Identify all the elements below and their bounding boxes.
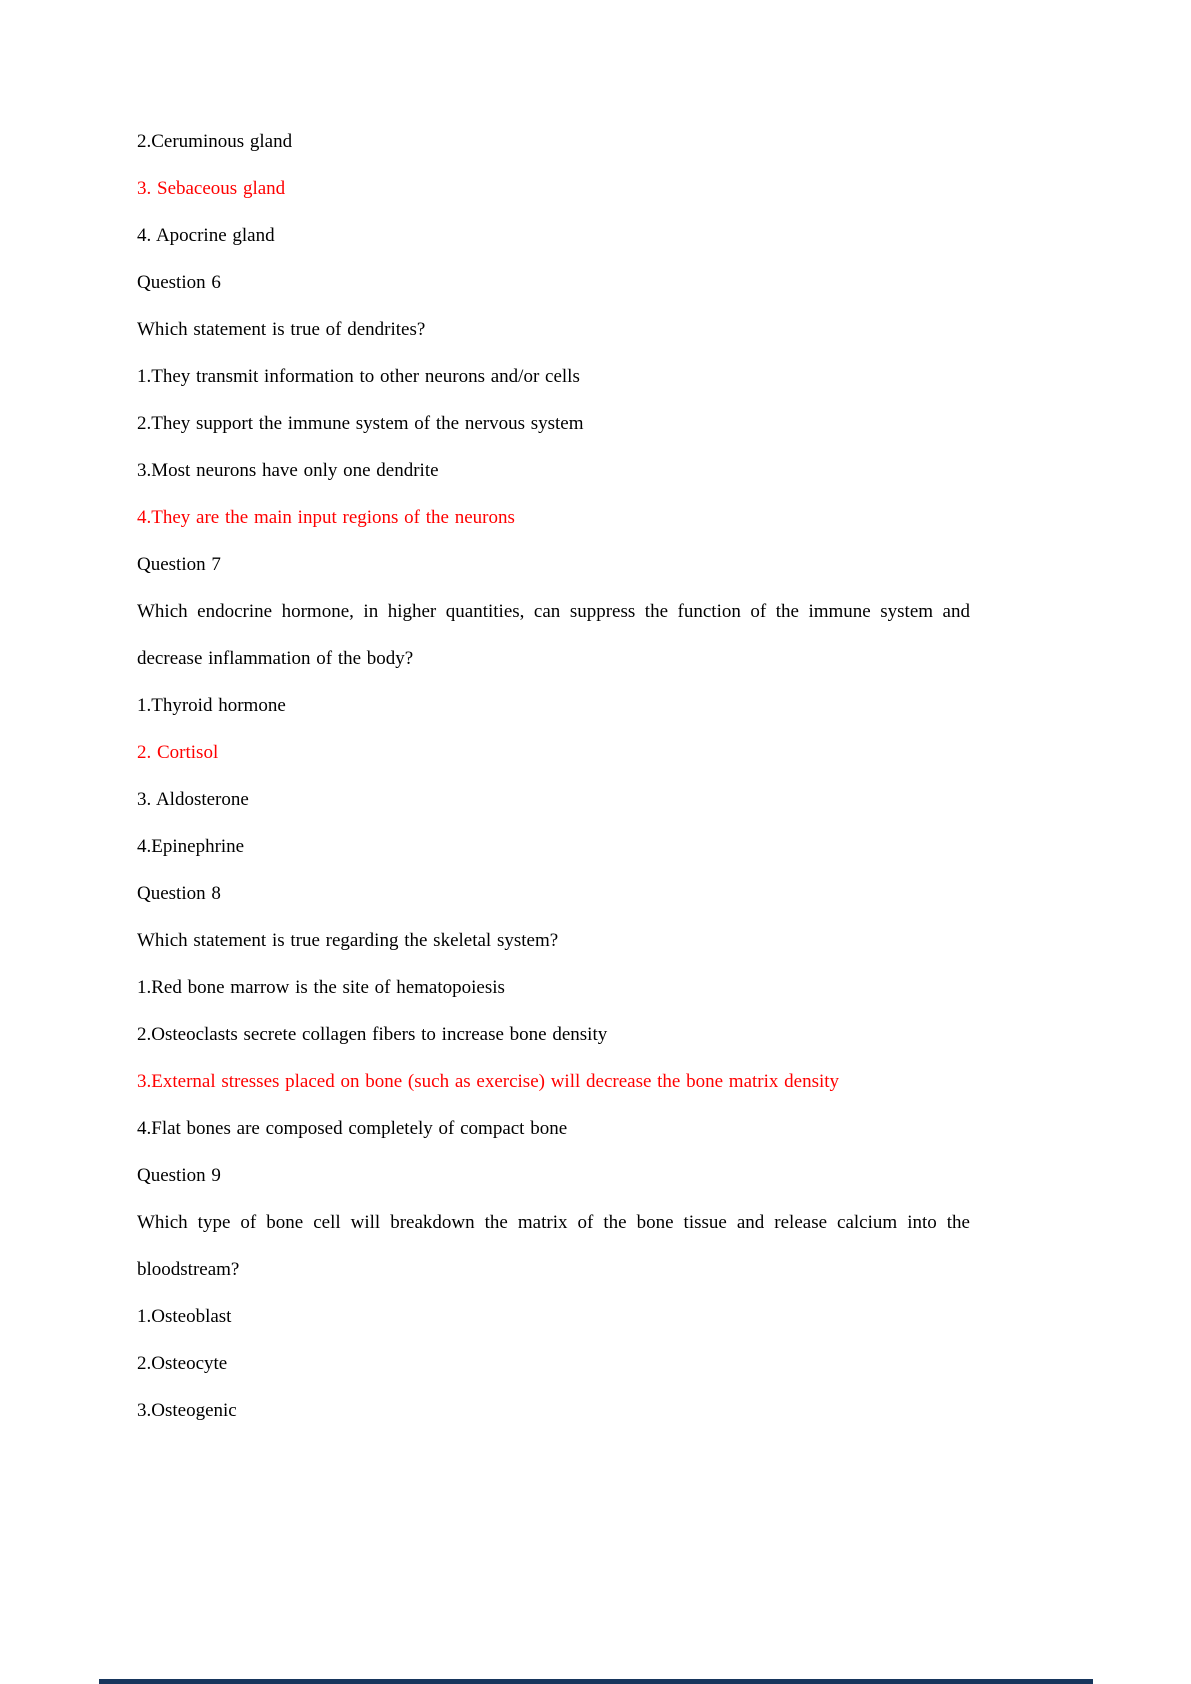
document-line: Question 8 <box>137 883 221 904</box>
document-line: 1.Osteoblast <box>137 1306 232 1327</box>
document-line: 3.Most neurons have only one dendrite <box>137 460 439 481</box>
document-line: Question 7 <box>137 554 221 575</box>
footer-rule <box>99 1679 1093 1684</box>
document-line: 3. Sebaceous gland <box>137 178 286 199</box>
document-line: Question 9 <box>137 1165 221 1186</box>
document-line: 3.External stresses placed on bone (such as exercise) will decrease the bone matrix density <box>137 1071 840 1092</box>
document-line: 2.They support the immune system of the nervous system <box>137 413 584 434</box>
document-line: 4.Flat bones are composed completely of compact bone <box>137 1118 568 1139</box>
document-line: 1.Red bone marrow is the site of hematopoiesis <box>137 977 505 998</box>
document-line: 4.They are the main input regions of the neurons <box>137 507 515 528</box>
document-line: Which statement is true regarding the skeletal system? <box>137 930 559 951</box>
document-line: 4.Epinephrine <box>137 836 245 857</box>
document-line: 2.Osteocyte <box>137 1353 228 1374</box>
document-line: 3.Osteogenic <box>137 1400 237 1421</box>
document-line: 1.Thyroid hormone <box>137 695 286 716</box>
document-line: 3. Aldosterone <box>137 789 249 810</box>
document-line: 2.Osteoclasts secrete collagen fibers to increase bone density <box>137 1024 608 1045</box>
document-line: Which type of bone cell will breakdown the matrix of the bone tissue and release calcium into the bloodstream? <box>137 1212 970 1280</box>
document-line: 4. Apocrine gland <box>137 225 275 246</box>
document-line: Which statement is true of dendrites? <box>137 319 426 340</box>
document-line: Which endocrine hormone, in higher quantities, can suppress the function of the immune system and decrease inflammation of the body? <box>137 601 970 669</box>
document-line: 2. Cortisol <box>137 742 219 763</box>
document-line: Question 6 <box>137 272 221 293</box>
document-line: 2.Ceruminous gland <box>137 131 293 152</box>
document-line: 1.They transmit information to other neurons and/or cells <box>137 366 580 387</box>
document-content <box>137 118 970 1434</box>
